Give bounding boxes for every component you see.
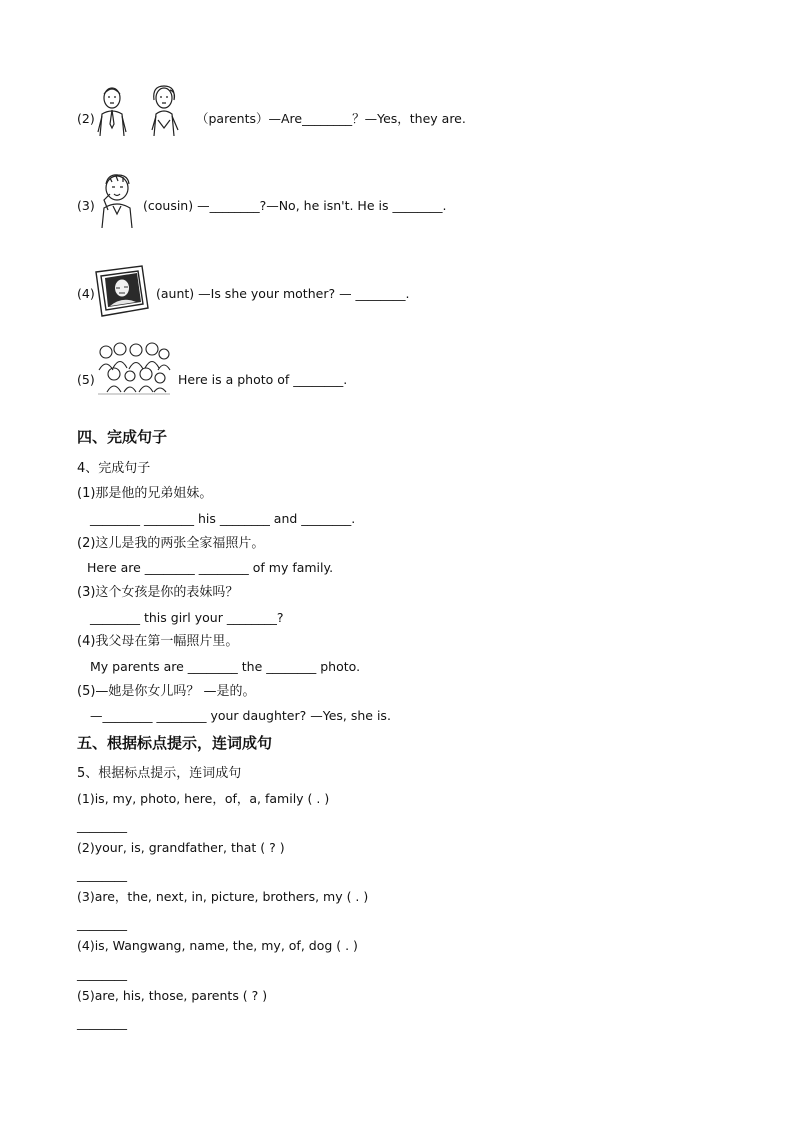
p4-q5-chinese: (5)—她是你女儿吗？ —是的。 bbox=[77, 684, 256, 699]
p5-q4-blank: ________ bbox=[77, 966, 127, 981]
two-parents-picture-icon bbox=[96, 84, 188, 138]
p4-q2-english: Here are ________ ________ of my family. bbox=[87, 560, 334, 575]
p5-q4: (4)is, Wangwang, name, the, my, of, dog ( . ) bbox=[77, 938, 358, 953]
p4-q4-english: My parents are ________ the ________ photo. bbox=[90, 659, 361, 674]
p5-q2: (2)your, is, grandfather, that ( ? ) bbox=[77, 840, 285, 855]
p5-q2-blank: ________ bbox=[77, 867, 127, 882]
item-4-number: (4) bbox=[77, 286, 95, 301]
p4-q2-chinese: (2)这儿是我的两张全家福照片。 bbox=[77, 536, 265, 551]
boy-picture-icon bbox=[96, 172, 138, 230]
section-4-heading: 四、完成句子 bbox=[77, 428, 168, 446]
item-5-number: (5) bbox=[77, 372, 95, 387]
p4-q1-chinese: (1)那是他的兄弟姐妹。 bbox=[77, 486, 213, 501]
item-2-text: （parents）—Are________？—Yes，they are. bbox=[196, 111, 466, 126]
p5-q1: (1)is, my, photo, here，of，a, family ( . ) bbox=[77, 791, 330, 806]
p5-q5: (5)are, his, those, parents ( ? ) bbox=[77, 988, 268, 1003]
section-5-subheading: 5、根据标点提示，连词成句 bbox=[77, 766, 242, 781]
p4-q3-chinese: (3)这个女孩是你的表妹吗？ bbox=[77, 585, 239, 600]
item-3-text: (cousin) —________?—No, he isn't. He is ________. bbox=[143, 198, 447, 213]
p4-q3-english: ________ this girl your ________? bbox=[90, 610, 284, 625]
p4-q1-english: ________ ________ his ________ and ________. bbox=[90, 511, 356, 526]
section-4-subheading: 4、完成句子 bbox=[77, 461, 151, 476]
item-5-text: Here is a photo of ________. bbox=[178, 372, 348, 387]
p5-q1-blank: ________ bbox=[77, 818, 127, 833]
p4-q4-chinese: (4)我父母在第一幅照片里。 bbox=[77, 634, 239, 649]
p5-q5-blank: ________ bbox=[77, 1015, 127, 1030]
p5-q3: (3)are，the, next, in, picture, brothers, my ( . ) bbox=[77, 889, 369, 904]
item-3-number: (3) bbox=[77, 198, 95, 213]
woman-photo-frame-icon bbox=[92, 264, 152, 318]
item-2-number: (2) bbox=[77, 111, 95, 126]
p5-q3-blank: ________ bbox=[77, 916, 127, 931]
section-5-heading: 五、根据标点提示，连词成句 bbox=[77, 734, 273, 752]
item-4-text: (aunt) —Is she your mother? — ________. bbox=[156, 286, 410, 301]
family-group-picture-icon bbox=[96, 340, 172, 396]
p4-q5-english: —________ ________ your daughter? —Yes, she is. bbox=[90, 708, 391, 723]
